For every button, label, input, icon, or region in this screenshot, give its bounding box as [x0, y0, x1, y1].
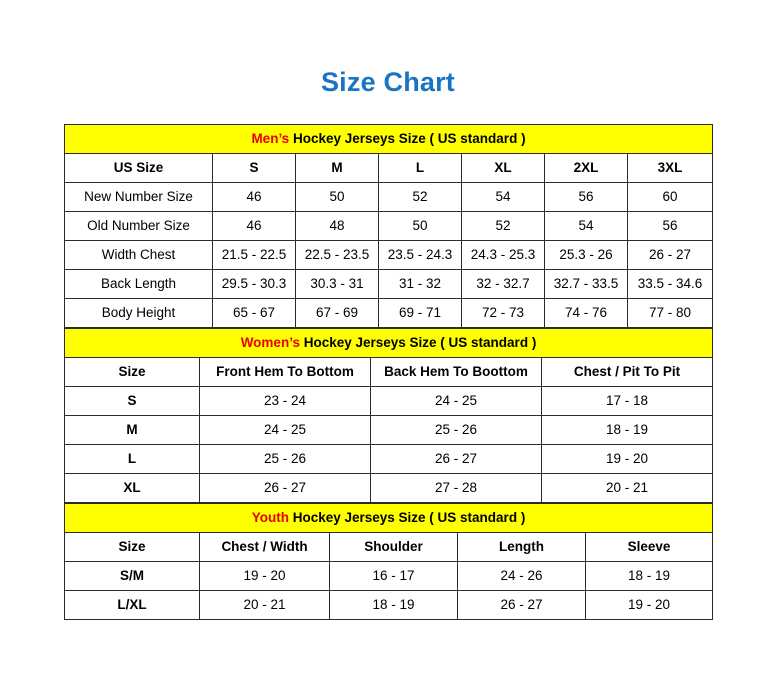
cell: 46 — [213, 182, 296, 211]
cell: 56 — [628, 211, 713, 240]
womens-col-header: Back Hem To Boottom — [371, 357, 542, 386]
cell: 54 — [462, 182, 545, 211]
cell: 26 - 27 — [458, 590, 586, 619]
mens-header-row — [65, 153, 713, 182]
womens-col-header: Size — [65, 357, 200, 386]
cell: 50 — [296, 182, 379, 211]
mens-col-header: XL — [462, 153, 545, 182]
row-label: S — [65, 386, 200, 415]
mens-banner — [65, 124, 713, 153]
youth-col-header: Size — [65, 532, 200, 561]
cell: 72 - 73 — [462, 298, 545, 327]
cell: 26 - 27 — [200, 473, 371, 502]
mens-col-header: 2XL — [545, 153, 628, 182]
cell: 19 - 20 — [200, 561, 330, 590]
womens-banner-rest: Hockey Jerseys Size ( US standard ) — [299, 335, 537, 351]
mens-banner-rest: Hockey Jerseys Size ( US standard ) — [289, 131, 526, 147]
womens-banner-accent: Women’s — [240, 335, 300, 351]
cell: 32.7 - 33.5 — [545, 269, 628, 298]
row-label: New Number Size — [65, 182, 213, 211]
womens-banner-row — [65, 328, 713, 357]
cell: 32 - 32.7 — [462, 269, 545, 298]
mens-size-table — [64, 124, 713, 328]
table-row — [65, 415, 713, 444]
mens-col-header: S — [213, 153, 296, 182]
youth-banner-rest: Hockey Jerseys Size ( US standard ) — [288, 510, 526, 526]
mens-col-header: M — [296, 153, 379, 182]
cell: 26 - 27 — [628, 240, 713, 269]
cell: 19 - 20 — [542, 444, 713, 473]
row-label: XL — [65, 473, 200, 502]
table-row — [65, 561, 713, 590]
cell: 52 — [462, 211, 545, 240]
cell: 74 - 76 — [545, 298, 628, 327]
womens-size-table — [64, 328, 713, 503]
cell: 50 — [379, 211, 462, 240]
mens-banner-row — [65, 124, 713, 153]
table-row — [65, 182, 713, 211]
youth-col-header: Length — [458, 532, 586, 561]
table-row — [65, 211, 713, 240]
cell: 18 - 19 — [330, 590, 458, 619]
cell: 21.5 - 22.5 — [213, 240, 296, 269]
cell: 22.5 - 23.5 — [296, 240, 379, 269]
cell: 19 - 20 — [586, 590, 713, 619]
table-row — [65, 590, 713, 619]
cell: 31 - 32 — [379, 269, 462, 298]
womens-banner — [65, 328, 713, 357]
row-label: Old Number Size — [65, 211, 213, 240]
table-row — [65, 240, 713, 269]
cell: 18 - 19 — [586, 561, 713, 590]
cell: 30.3 - 31 — [296, 269, 379, 298]
youth-header-row — [65, 532, 713, 561]
cell: 20 - 21 — [200, 590, 330, 619]
cell: 27 - 28 — [371, 473, 542, 502]
cell: 60 — [628, 182, 713, 211]
cell: 25 - 26 — [371, 415, 542, 444]
row-label: L/XL — [65, 590, 200, 619]
youth-banner — [65, 503, 713, 532]
cell: 24 - 25 — [371, 386, 542, 415]
cell: 23.5 - 24.3 — [379, 240, 462, 269]
youth-col-header: Sleeve — [586, 532, 713, 561]
cell: 20 - 21 — [542, 473, 713, 502]
cell: 17 - 18 — [542, 386, 713, 415]
womens-col-header: Chest / Pit To Pit — [542, 357, 713, 386]
cell: 52 — [379, 182, 462, 211]
row-label: L — [65, 444, 200, 473]
youth-col-header: Chest / Width — [200, 532, 330, 561]
womens-col-header: Front Hem To Bottom — [200, 357, 371, 386]
table-row — [65, 386, 713, 415]
row-label: Width Chest — [65, 240, 213, 269]
cell: 29.5 - 30.3 — [213, 269, 296, 298]
cell: 25 - 26 — [200, 444, 371, 473]
cell: 25.3 - 26 — [545, 240, 628, 269]
size-chart-tables — [64, 98, 712, 620]
table-row — [65, 269, 713, 298]
cell: 23 - 24 — [200, 386, 371, 415]
table-row — [65, 473, 713, 502]
cell: 16 - 17 — [330, 561, 458, 590]
cell: 77 - 80 — [628, 298, 713, 327]
page-title: Size Chart — [320, 67, 456, 97]
cell: 18 - 19 — [542, 415, 713, 444]
mens-col-header: 3XL — [628, 153, 713, 182]
womens-header-row — [65, 357, 713, 386]
youth-banner-row — [65, 503, 713, 532]
cell: 56 — [545, 182, 628, 211]
row-label: Back Length — [65, 269, 213, 298]
youth-banner-accent: Youth — [251, 510, 289, 526]
table-row — [65, 444, 713, 473]
row-label: M — [65, 415, 200, 444]
cell: 67 - 69 — [296, 298, 379, 327]
cell: 24 - 26 — [458, 561, 586, 590]
cell: 54 — [545, 211, 628, 240]
mens-banner-accent: Men’s — [251, 131, 290, 147]
youth-col-header: Shoulder — [330, 532, 458, 561]
mens-col-header: US Size — [65, 153, 213, 182]
cell: 65 - 67 — [213, 298, 296, 327]
row-label: S/M — [65, 561, 200, 590]
cell: 33.5 - 34.6 — [628, 269, 713, 298]
cell: 24 - 25 — [200, 415, 371, 444]
mens-col-header: L — [379, 153, 462, 182]
cell: 24.3 - 25.3 — [462, 240, 545, 269]
cell: 69 - 71 — [379, 298, 462, 327]
cell: 46 — [213, 211, 296, 240]
row-label: Body Height — [65, 298, 213, 327]
table-row — [65, 298, 713, 327]
cell: 26 - 27 — [371, 444, 542, 473]
youth-size-table — [64, 503, 713, 620]
cell: 48 — [296, 211, 379, 240]
